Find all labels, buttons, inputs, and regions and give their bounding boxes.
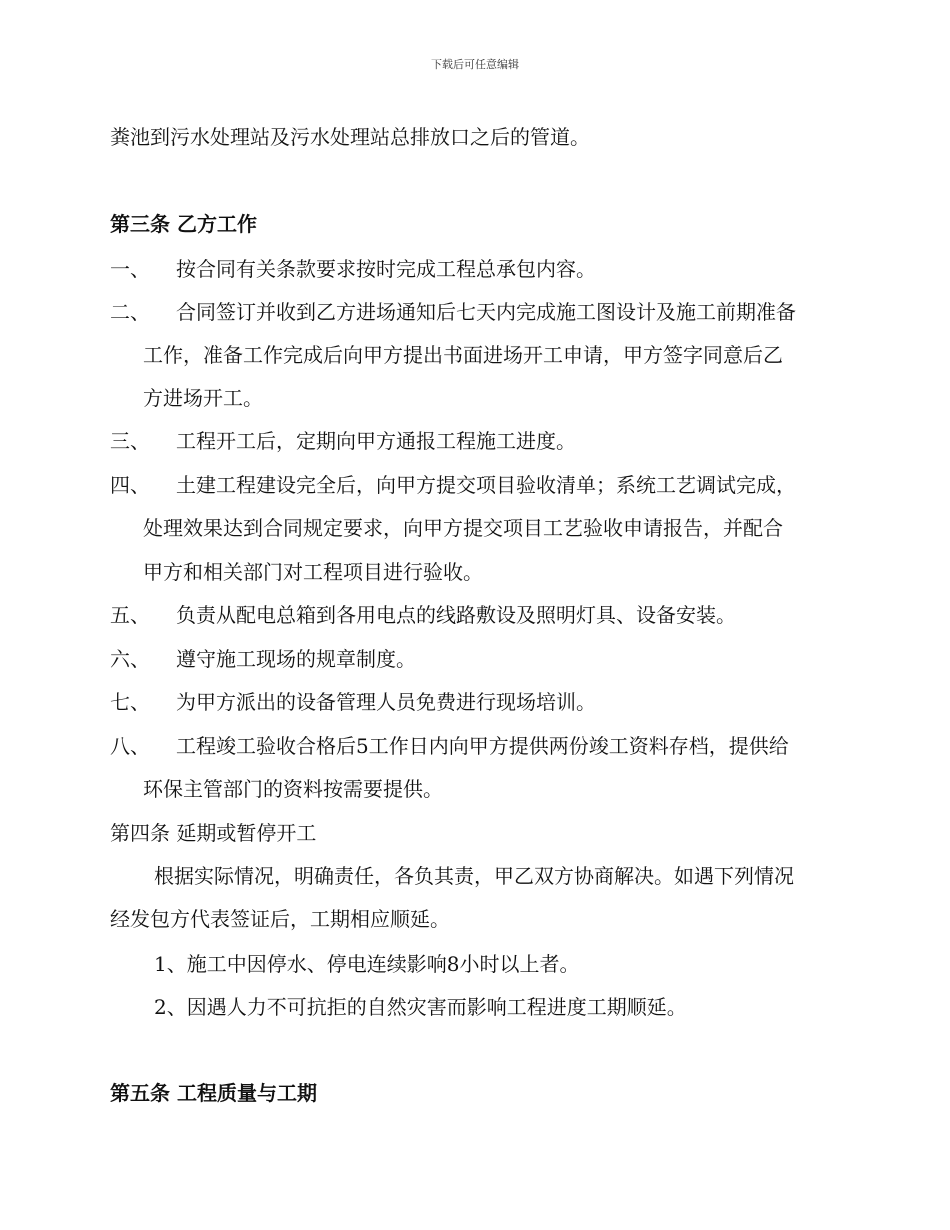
item-number: 二、 [110,300,150,324]
section-4-paragraph: 经发包方代表签证后，工期相应顺延。 [110,907,450,931]
item-text: 土建工程建设完全后，向甲方提交项目验收清单；系统工艺调试完成， [176,473,796,497]
item-text: 遵守施工现场的规章制度。 [176,647,416,671]
item-text: 方进场开工。 [143,386,263,410]
item-text: 合同签订并收到乙方进场通知后七天内完成施工图设计及施工前期准备 [176,300,796,324]
item-text: 工作，准备工作完成后向甲方提出书面进场开工申请，甲方签字同意后乙 [143,343,783,367]
item-text: 工程竣工验收合格后5工作日内向甲方提供两份竣工资料存档，提供给 [176,734,789,758]
item-number: 三、 [110,429,150,453]
item-number: 六、 [110,647,150,671]
item-number: 八、 [110,734,150,758]
item-text: 工程开工后，定期向甲方通报工程施工进度。 [176,429,576,453]
item-text: 环保主管部门的资料按需要提供。 [143,777,443,801]
delay-condition-item: 2、因遇人力不可抗拒的自然灾害而影响工程进度工期顺延。 [154,995,687,1019]
item-number: 七、 [110,690,150,714]
item-number: 五、 [110,603,150,627]
item-number: 四、 [110,473,150,497]
section-4-paragraph: 根据实际情况，明确责任，各负其责，甲乙双方协商解决。如遇下列情况 [154,864,794,888]
item-text: 按合同有关条款要求按时完成工程总承包内容。 [176,257,596,281]
item-text: 甲方和相关部门对工程项目进行验收。 [143,560,483,584]
section-5-title: 第五条 工程质量与工期 [110,1081,317,1105]
delay-condition-item: 1、施工中因停水、停电连续影响8小时以上者。 [154,952,580,976]
item-text: 负责从配电总箱到各用电点的线路敷设及照明灯具、设备安装。 [176,603,736,627]
intro-paragraph: 粪池到污水处理站及污水处理站总排放口之后的管道。 [110,125,590,149]
item-text: 处理效果达到合同规定要求，向甲方提交项目工艺验收申请报告，并配合 [143,516,783,540]
section-4-title: 第四条 延期或暂停开工 [110,821,317,845]
item-number: 一、 [110,257,150,281]
page-header: 下载后可任意编辑 [431,58,519,71]
item-text: 为甲方派出的设备管理人员免费进行现场培训。 [176,690,596,714]
section-3-title: 第三条 乙方工作 [110,212,257,236]
